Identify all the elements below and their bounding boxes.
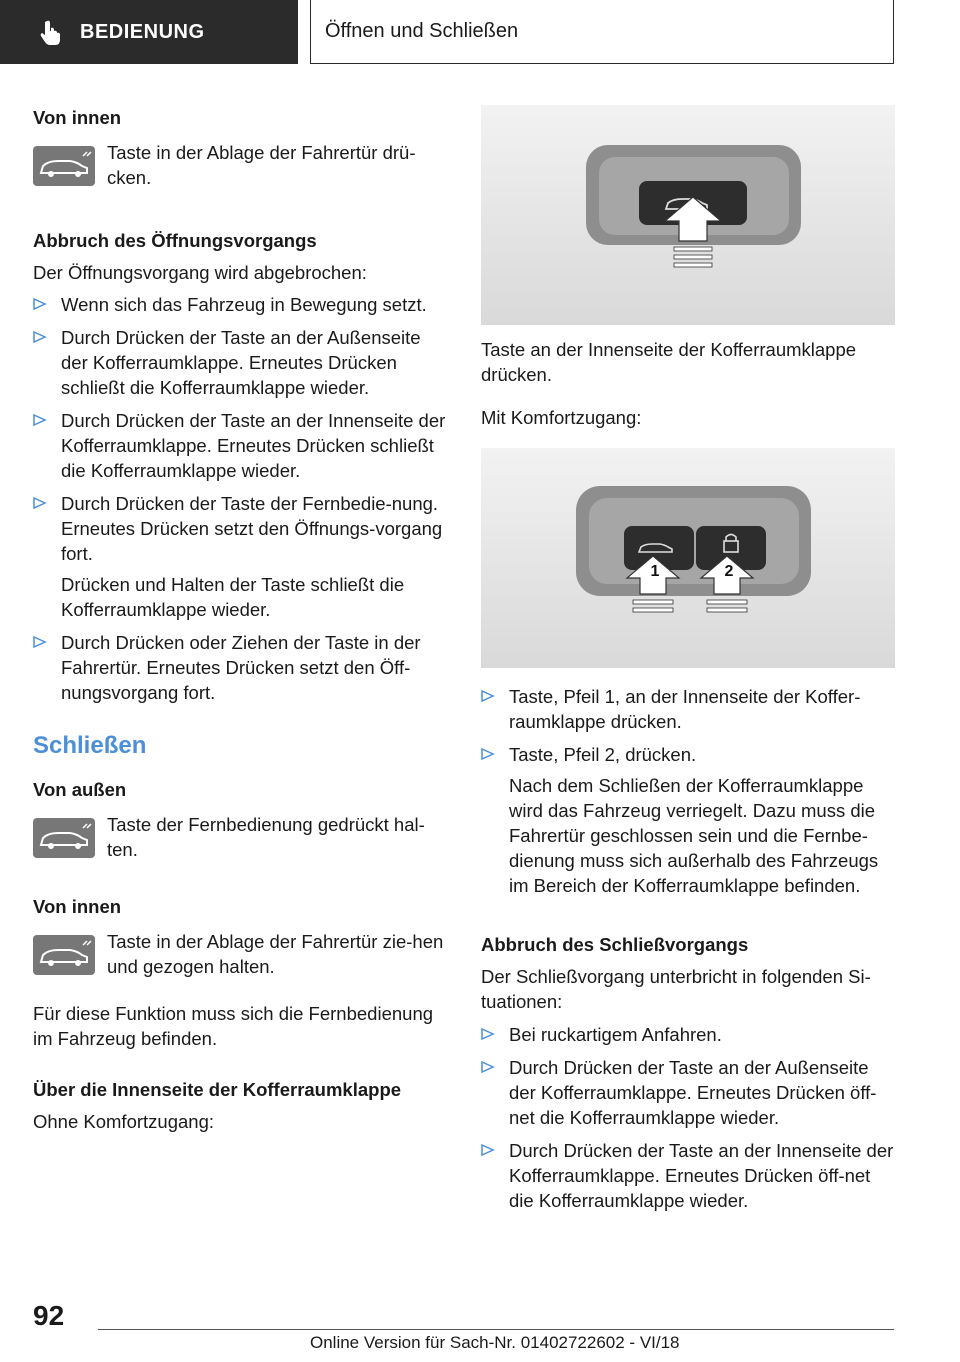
triangle-right-icon <box>33 298 47 310</box>
chapter-header <box>310 0 894 64</box>
heading-von-innen-2: Von innen <box>33 896 122 917</box>
von-innen-2-text: Taste in der Ablage der Fahrertür zie-hen und gezogen halten. <box>107 931 444 977</box>
trunk-key-icon <box>33 146 95 186</box>
triangle-right-icon <box>481 1061 495 1073</box>
triangle-right-icon <box>33 497 47 509</box>
photo-trunk-button <box>481 105 895 325</box>
footer-version: Online Version für Sach-Nr. 01402722602 - VI/18 <box>310 1333 680 1352</box>
abbruch-schliessen-intro: Der Schließvorgang unterbricht in folgenden Si-tuationen: <box>481 966 871 1012</box>
triangle-right-icon <box>33 331 47 343</box>
photo1-caption: Taste an der Innenseite der Kofferraumklappe drücken. <box>481 339 857 385</box>
photo-trunk-buttons-comfort <box>481 448 895 668</box>
list-item: Wenn sich das Fahrzeug in Bewegung setzt. <box>33 292 447 317</box>
funktion-text: Für diese Funktion muss sich die Fernbedienung im Fahrzeug befinden. <box>33 1003 434 1049</box>
triangle-right-icon <box>481 1028 495 1040</box>
list-item: Bei ruckartigem Anfahren. <box>481 1022 895 1047</box>
chapter-title: Öffnen und Schließen <box>325 20 519 42</box>
right-column <box>481 102 895 1213</box>
trunk-key-icon <box>33 818 95 858</box>
list-item: Durch Drücken der Taste an der Innenseite der Kofferraumklappe. Erneutes Drücken öff-net die Kofferraumklappe wieder. <box>481 1138 895 1213</box>
list-item: Durch Drücken der Taste der Fernbedie-nung. Erneutes Drücken setzt den Öffnungs-vorgang fort. Drücken und Halten der Taste schließt die Kofferraumklappe wieder. <box>33 491 447 622</box>
hand-pointer-icon <box>38 18 66 46</box>
heading-von-innen: Von innen <box>33 107 122 128</box>
list-item-note: Drücken und Halten der Taste schließt die Kofferraumklappe wieder. <box>61 574 405 620</box>
abbruch-oeffnen-list <box>33 292 447 705</box>
list-item: Durch Drücken der Taste an der Außenseite der Kofferraumklappe. Erneutes Drücken öff-net die Kofferraumklappe wieder. <box>481 1055 895 1130</box>
footer-divider <box>98 1329 894 1330</box>
section-title: BEDIENUNG <box>80 20 205 43</box>
mit-komfort-text: Mit Komfortzugang: <box>481 407 642 428</box>
abbruch-oeffnen-intro: Der Öffnungsvorgang wird abgebrochen: <box>33 262 367 283</box>
icon-paragraph <box>33 140 447 190</box>
list-item: Durch Drücken der Taste an der Innenseite der Kofferraumklappe. Erneutes Drücken schließt die Kofferraumklappe wieder. <box>33 408 447 483</box>
heading-innenseite: Über die Innenseite der Kofferraumklappe <box>33 1079 402 1100</box>
triangle-right-icon <box>481 1144 495 1156</box>
triangle-right-icon <box>33 636 47 648</box>
list-item-note: Nach dem Schließen der Kofferraumklappe wird das Fahrzeug verriegelt. Dazu muss die Fahrertür geschlossen sein und die Fernbe-dienung muss sich außerhalb des Fahrzeugs im Bereich der Kofferraumklappe befinden. <box>509 775 879 896</box>
list-item: Taste, Pfeil 2, drücken. Nach dem Schließen der Kofferraumklappe wird das Fahrzeug verriegelt. Dazu muss die Fahrertür geschlossen sein und die Fernbe-dienung muss sich außerhalb des Fahrzeugs im Bereich der Kofferraumklappe befinden. <box>481 742 895 898</box>
komfort-list <box>481 684 895 898</box>
heading-abbruch-schliessen: Abbruch des Schließvorgangs <box>481 934 749 955</box>
triangle-right-icon <box>481 748 495 760</box>
triangle-right-icon <box>481 690 495 702</box>
heading-schliessen: Schließen <box>33 732 147 759</box>
heading-von-aussen: Von außen <box>33 779 127 800</box>
trunk-key-icon <box>33 935 95 975</box>
left-column <box>33 102 447 1134</box>
heading-abbruch-oeffnen: Abbruch des Öffnungsvorgangs <box>33 230 317 251</box>
von-aussen-text: Taste der Fernbedienung gedrückt hal-ten. <box>107 814 425 860</box>
arrow-label-2: 2 <box>724 563 734 580</box>
icon-paragraph <box>33 929 447 979</box>
list-item: Taste, Pfeil 1, an der Innenseite der Koffer-raumklappe drücken. <box>481 684 895 734</box>
icon-paragraph <box>33 812 447 862</box>
page-number: 92 <box>33 1300 65 1331</box>
arrow-label-1: 1 <box>650 563 660 580</box>
list-item: Durch Drücken der Taste an der Außenseite der Kofferraumklappe. Erneutes Drücken schließt die Kofferraumklappe wieder. <box>33 325 447 400</box>
section-tab <box>0 0 298 64</box>
ohne-komfort-text: Ohne Komfortzugang: <box>33 1111 214 1132</box>
list-item: Durch Drücken oder Ziehen der Taste in der Fahrertür. Erneutes Drücken setzt den Öff-nungsvorgang fort. <box>33 630 447 705</box>
abbruch-schliessen-list <box>481 1022 895 1213</box>
triangle-right-icon <box>33 414 47 426</box>
von-innen-text: Taste in der Ablage der Fahrertür drü-cken. <box>107 142 416 188</box>
